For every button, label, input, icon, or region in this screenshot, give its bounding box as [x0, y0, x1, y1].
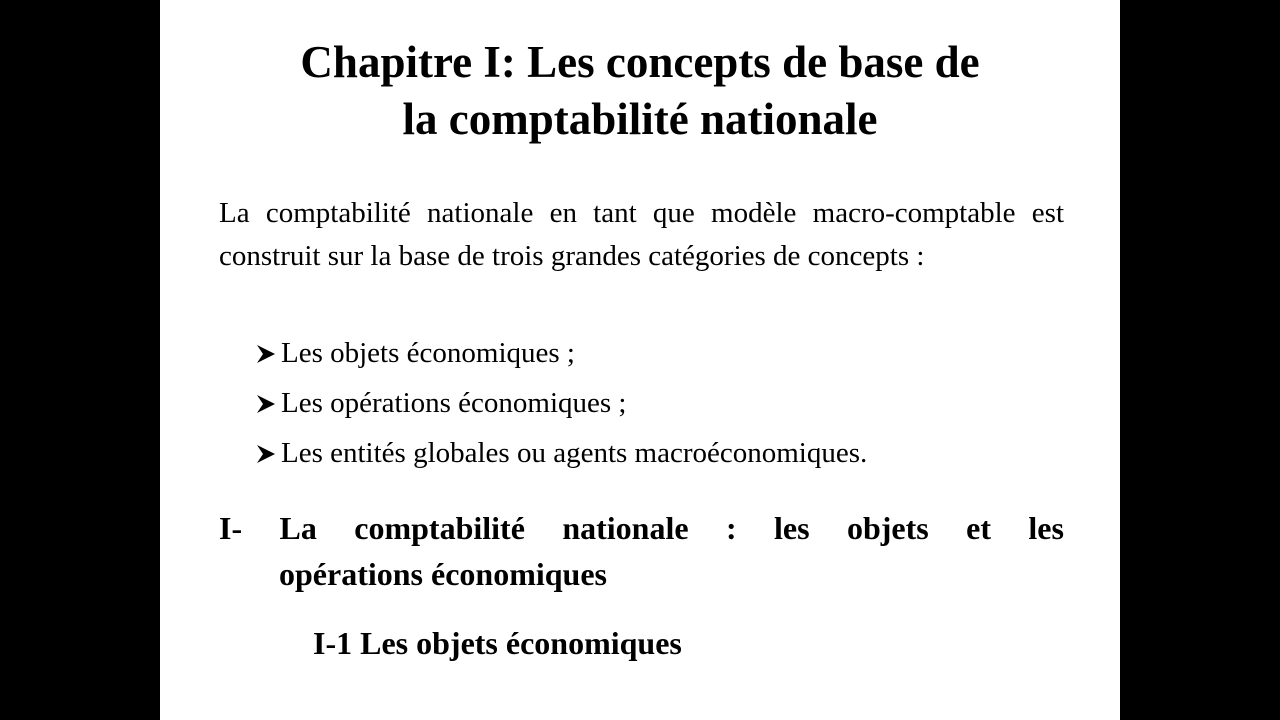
heading-word: objets	[846, 510, 929, 546]
title-line-1: Chapitre I: Les concepts de base de	[300, 37, 980, 87]
heading-word: nationale	[562, 510, 689, 546]
heading-word: La	[279, 510, 317, 546]
heading-word: les	[1028, 510, 1064, 546]
concept-list	[255, 328, 867, 478]
section-heading-line-2: opérations économiques	[279, 556, 607, 592]
subsection-heading: I-1 Les objets économiques	[313, 625, 682, 661]
arrow-bullet-icon	[255, 432, 281, 475]
list-item	[255, 328, 867, 378]
section-heading	[219, 505, 1064, 597]
list-item-text: Les objets économiques ;	[281, 336, 575, 369]
title-line-2: la comptabilité nationale	[402, 94, 878, 144]
list-item	[255, 378, 867, 428]
intro-paragraph: La comptabilité nationale en tant que modèle macro-comptable est construit sur la base de trois grandes catégories de concepts :	[219, 197, 1064, 272]
arrow-bullet-icon	[255, 332, 281, 375]
heading-word: I-	[219, 510, 243, 546]
heading-word: comptabilité	[354, 510, 525, 546]
section-heading-line-1	[219, 505, 1064, 551]
list-item-text: Les opérations économiques ;	[281, 386, 627, 419]
arrow-bullet-icon	[255, 382, 281, 425]
heading-word: et	[966, 510, 991, 546]
slide	[160, 0, 1120, 720]
list-item	[255, 428, 867, 478]
slide-title	[160, 34, 1120, 148]
heading-word: :	[725, 510, 737, 546]
heading-word: les	[774, 510, 810, 546]
list-item-text: Les entités globales ou agents macroéconomiques.	[281, 436, 868, 469]
